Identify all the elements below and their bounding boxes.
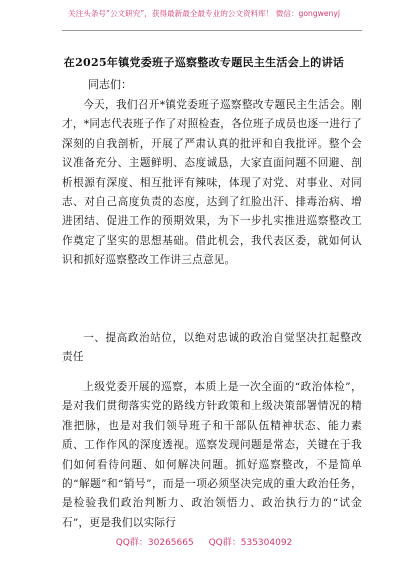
header-banner: 关注头条号“公文研究”，获得最新最全最专业的公文资料库！ 微信：gongwenyj	[68, 9, 340, 18]
body-paragraph-2: 上级党委开展的巡察，本质上是一次全面的“政治体检”，是对我们贯彻落实党的路线方针政策和上级决策部署情况的精准把脉，也是对我们领导班子和干部队伍精神状态、能力素质、工作作风的深度透视。巡察发现问题是常态，关键在于我们如何看待问题、如何解决问题。抓好巡察整改，不是简单的“解题”和“销号”，而是一项必须坚决完成的重大政治任务，是检验我们政治判断力、政治领悟力、政治执行力的“试金石”，更是我们以实际行	[62, 381, 362, 529]
document-title: 在2025年镇党委班子巡察整改专题民主生活会上的讲话	[63, 56, 345, 69]
salutation: 同志们：	[88, 78, 132, 91]
footer-contact	[0, 535, 408, 548]
section-heading-1: 一、提高政治站位，以绝对忠诚的政治自觉坚决扛起整改责任	[62, 332, 362, 364]
footer-qq-group-2: QQ群：535304092	[208, 538, 293, 548]
footer-qq-group-1: QQ群：30265665	[115, 538, 194, 548]
header-divider	[62, 30, 362, 31]
body-paragraph-1: 今天，我们召开*镇党委班子巡察整改专题民主生活会。刚才，*同志代表班子作了对照检查，各位班子成员也逐一进行了深刻的自我剖析，开展了严肃认真的批评和自我批评。整个会议准备充分、主题鲜明、态度诚恳，大家直面问题不回避、剖析根源有深度、相互批评有辣味，体现了对党、对事业、对同志、对自己高度负责的态度，达到了红脸出汗、排毒治病、增进团结、促进工作的预期效果，为下一步扎实推进巡察整改工作奠定了坚实的思想基础。借此机会，我代表区委，就如何认识和抓好巡察整改工作讲三点意见。	[62, 99, 362, 267]
